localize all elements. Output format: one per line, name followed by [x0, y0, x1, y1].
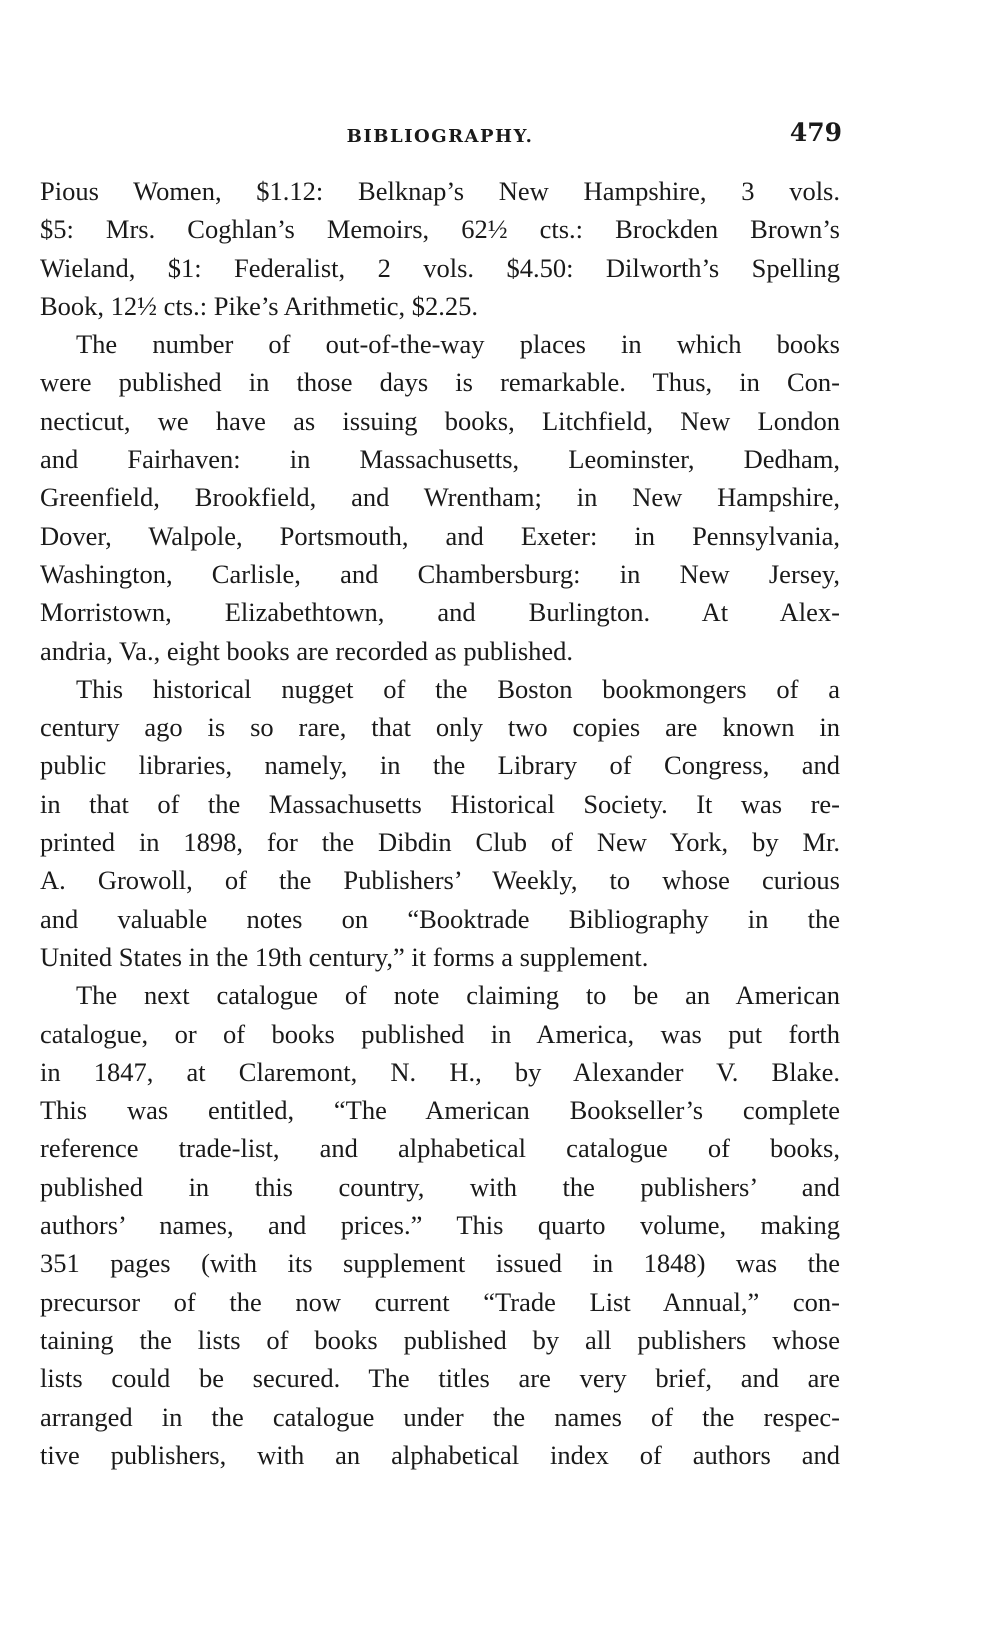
body-text — [40, 172, 840, 1474]
text-line: published in this country, with the publishers’ and — [40, 1171, 840, 1202]
text-line: This historical nugget of the Boston bookmongers of a — [76, 673, 840, 704]
text-line: Dover, Walpole, Portsmouth, and Exeter: in Pennsylvania, — [40, 520, 840, 551]
text-line: The number of out-of-the-way places in which books — [76, 329, 840, 360]
text-line: andria, Va., eight books are recorded as published. — [40, 635, 574, 666]
text-line: arranged in the catalogue under the names of the respec- — [40, 1401, 840, 1432]
page-number: 479 — [789, 118, 842, 147]
text-line: 351 pages (with its supplement issued in 1848) was the — [40, 1248, 840, 1279]
text-line: Greenfield, Brookfield, and Wrentham; in New Hampshire, — [40, 482, 840, 513]
text-line: century ago is so rare, that only two copies are known in — [40, 712, 840, 743]
text-line: were published in those days is remarkable. Thus, in Con- — [40, 367, 840, 398]
text-line: Wieland, $1: Federalist, 2 vols. $4.50: Dilworth’s Spelling — [40, 252, 840, 283]
text-line: tive publishers, with an alphabetical index of authors and — [40, 1439, 840, 1470]
paragraph — [40, 172, 840, 325]
text-line: in 1847, at Claremont, N. H., by Alexander V. Blake. — [40, 1056, 840, 1087]
text-line: Pious Women, $1.12: Belknap’s New Hampshire, 3 vols. — [40, 176, 840, 206]
text-line: taining the lists of books published by all publishers whose — [40, 1324, 840, 1355]
text-line: Book, 12½ cts.: Pike’s Arithmetic, $2.25. — [40, 290, 478, 321]
text-line: authors’ names, and prices.” This quarto volume, making — [40, 1210, 840, 1241]
text-line: The next catalogue of note claiming to be an American — [76, 980, 840, 1011]
running-title: BIBLIOGRAPHY. — [346, 126, 534, 147]
text-line: United States in the 19th century,” it forms a supplement. — [40, 941, 649, 972]
text-line: lists could be secured. The titles are very brief, and are — [40, 1363, 840, 1394]
text-line: $5: Mrs. Coghlan’s Memoirs, 62½ cts.: Brockden Brown’s — [40, 214, 840, 245]
text-line: public libraries, namely, in the Library of Congress, and — [40, 750, 840, 781]
paragraph — [40, 976, 840, 1474]
text-line: Morristown, Elizabethtown, and Burlington. At Alex- — [40, 597, 840, 628]
text-line: catalogue, or of books published in America, was put forth — [40, 1018, 840, 1049]
text-line: precursor of the now current “Trade List Annual,” con- — [40, 1286, 840, 1317]
text-line: Washington, Carlisle, and Chambersburg: in New Jersey, — [40, 558, 840, 589]
paragraph — [40, 670, 840, 976]
text-line: This was entitled, “The American Bookseller’s complete — [40, 1095, 840, 1126]
text-line: printed in 1898, for the Dibdin Club of New York, by Mr. — [40, 827, 840, 858]
text-line: and valuable notes on “Booktrade Bibliography in the — [40, 903, 840, 934]
text-line: necticut, we have as issuing books, Litchfield, New London — [40, 405, 840, 436]
paragraph — [40, 325, 840, 670]
text-line: in that of the Massachusetts Historical Society. It was re- — [40, 788, 840, 819]
text-line: reference trade-list, and alphabetical catalogue of books, — [40, 1133, 840, 1164]
running-head — [40, 118, 840, 158]
text-line: A. Growoll, of the Publishers’ Weekly, to whose curious — [40, 865, 840, 896]
text-line: and Fairhaven: in Massachusetts, Leominster, Dedham, — [40, 444, 840, 475]
